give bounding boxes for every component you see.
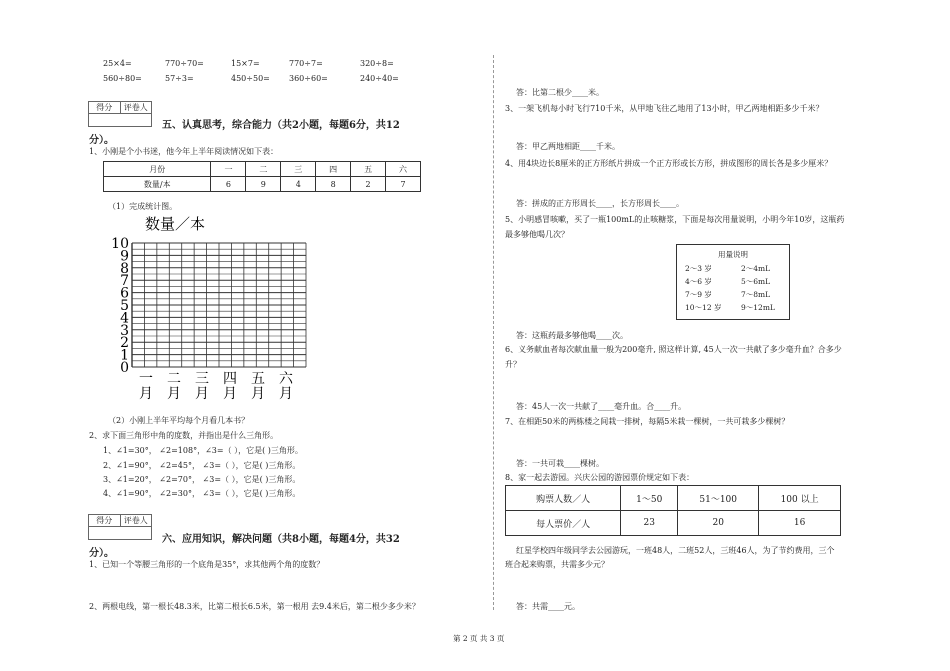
x-tick-unit: 月 <box>223 386 237 402</box>
grader-label: 评卷人 <box>121 515 152 527</box>
calc-2-1: 560÷80= <box>103 74 142 83</box>
calc-2-3: 450÷50= <box>231 74 270 83</box>
r-q5-line2: 最多够他喝几次？ <box>505 230 569 239</box>
r-a2: 答：比第二根少____米。 <box>516 88 604 97</box>
ticket-header-cell: 100 以上 <box>759 486 841 511</box>
chart-y-ticks <box>111 236 129 376</box>
section6-title: 六、应用知识，解决问题（共8小题，每题4分，共32 <box>162 534 400 545</box>
ticket-table <box>505 485 841 536</box>
section5-title-cont: 分）。 <box>89 135 114 146</box>
y-tick-label: 2 <box>120 335 129 352</box>
y-tick-label: 5 <box>120 298 129 314</box>
ticket-cell: 20 <box>678 511 759 536</box>
table-cell: 2 <box>351 177 386 192</box>
table-header-cell: 月份 <box>104 162 211 177</box>
table-cell: 7 <box>386 177 421 192</box>
score-box-6 <box>88 514 152 540</box>
r-q8: 8、家一起去游园。兴庆公园的游园票价规定如下表： <box>505 473 695 482</box>
calc-1-5: 320÷8= <box>360 59 394 68</box>
s5-q2-item: 1、∠1=30°， ∠2=108°，∠3=（ ），它是( )三角形。 <box>103 446 303 455</box>
r-q8-text1: 红星学校四年级同学去公园游玩，一班48人，二班52人，三班46人，为了节约费用，三个 <box>516 546 835 555</box>
r-a6: 答：45人一次一共献了____毫升血。合____升。 <box>516 402 687 411</box>
score-box-5 <box>88 101 152 127</box>
s5-q1-1: （1）完成统计图。 <box>108 202 178 211</box>
y-tick-label: 9 <box>120 248 129 265</box>
s5-q2: 2、求下面三角形中角的度数，并指出是什么三角形。 <box>89 431 279 440</box>
r-q7: 7、在相距50米的两栋楼之间栽一排树，每隔5米栽一棵树，一共可栽多少棵树？ <box>505 417 790 426</box>
r-q5-line1: 5、小明感冒咳嗽，买了一瓶100mL的止咳糖浆，下面是每次用量说明，小明今年10岁，这瓶药 <box>505 215 845 224</box>
r-a8: 答：共需____元。 <box>516 602 580 611</box>
calc-1-4: 770÷7= <box>289 59 323 68</box>
ticket-cell: 16 <box>759 511 841 536</box>
dose-age: 7～9 岁 <box>685 290 712 299</box>
r-a7: 答：一共可栽____棵树。 <box>516 459 604 468</box>
statistics-chart <box>100 212 320 402</box>
x-tick-unit: 月 <box>139 386 153 402</box>
x-tick-unit: 月 <box>251 386 265 402</box>
chart-x-ticks <box>139 371 294 402</box>
r-a5: 答：这瓶药最多够他喝____次。 <box>516 331 628 340</box>
y-tick-label: 6 <box>120 285 129 302</box>
x-tick-unit: 月 <box>279 386 293 402</box>
dose-amount: 9～12mL <box>741 303 775 312</box>
dose-amount: 7～8mL <box>741 290 771 299</box>
calc-1-3: 15×7= <box>231 59 260 68</box>
score-label: 得分 <box>89 515 121 527</box>
y-tick-label: 1 <box>120 347 129 364</box>
grader-label: 评卷人 <box>121 102 152 114</box>
y-tick-label: 4 <box>120 310 129 327</box>
calc-2-5: 240÷40= <box>360 74 399 83</box>
table-cell: 数量/本 <box>104 177 211 192</box>
calc-1-2: 770÷70= <box>165 59 204 68</box>
r-q8-text2: 班合起来购票，共需多少元？ <box>505 560 609 569</box>
y-tick-label: 8 <box>120 260 129 277</box>
x-tick-label: 二 <box>167 371 181 387</box>
dose-age: 2～3 岁 <box>685 264 712 273</box>
r-q4: 4、用4块边长8厘米的正方形纸片拼成一个正方形或长方形，拼成图形的周长各是多少厘米？ <box>505 159 833 168</box>
s5-q1-2: （2）小刚上半年平均每个月看几本书？ <box>108 416 250 425</box>
chart-grid <box>132 243 306 367</box>
y-tick-label: 0 <box>120 360 129 376</box>
r-q3: 3、一架飞机每小时飞行710千米，从甲地飞往乙地用了13小时，甲乙两地相距多少千米？ <box>505 104 824 113</box>
s6-q2: 2、两根电线，第一根长48.3米，比第二根长6.5米，第一根用 去9.4米后，第二根少多少米？ <box>89 602 420 611</box>
table-header-cell: 二 <box>246 162 281 177</box>
table-header-cell: 六 <box>386 162 421 177</box>
calc-2-2: 57÷3= <box>165 74 194 83</box>
table-cell: 8 <box>316 177 351 192</box>
table-cell: 9 <box>246 177 281 192</box>
table-header-cell: 四 <box>316 162 351 177</box>
dose-amount: 5～6mL <box>741 277 771 286</box>
s5-q1: 1、小刚是个小书迷，他今年上半年阅读情况如下表： <box>89 147 279 156</box>
column-divider <box>493 55 494 610</box>
dose-age: 4～6 岁 <box>685 277 712 286</box>
ticket-header-cell: 1～50 <box>621 486 678 511</box>
x-tick-label: 三 <box>195 371 209 387</box>
ticket-cell: 23 <box>621 511 678 536</box>
page-footer: 第 2 页 共 3 页 <box>453 634 505 643</box>
s5-q2-item: 3、∠1=20°， ∠2=70°， ∠3=（ ），它是( )三角形。 <box>103 475 301 484</box>
dose-age: 10～12 岁 <box>685 303 722 312</box>
table-header-cell: 三 <box>281 162 316 177</box>
x-tick-label: 六 <box>279 371 293 387</box>
x-tick-label: 四 <box>223 371 237 387</box>
ticket-cell: 每人票价／人 <box>506 511 621 536</box>
calc-2-4: 360÷60= <box>289 74 328 83</box>
dosage-title: 用量说明 <box>718 250 748 259</box>
score-label: 得分 <box>89 102 121 114</box>
y-tick-label: 7 <box>120 273 129 290</box>
s5-q2-item: 2、∠1=90°， ∠2=45°， ∠3=（ ），它是( )三角形。 <box>103 461 301 470</box>
x-tick-label: 一 <box>139 371 153 387</box>
r-a4: 答：拼成的正方形周长____，长方形周长____。 <box>516 199 684 208</box>
s5-q2-item: 4、∠1=90°， ∠2=30°， ∠3=（ ），它是( )三角形。 <box>103 489 301 498</box>
x-tick-label: 五 <box>251 371 265 387</box>
calc-1-1: 25×4= <box>103 59 132 68</box>
chart-title: 数量／本 <box>145 215 206 233</box>
dose-amount: 2～4mL <box>741 264 771 273</box>
reading-table <box>103 161 421 192</box>
dosage-box <box>676 244 790 320</box>
table-cell: 6 <box>211 177 246 192</box>
s6-q1: 1、已知一个等腰三角形的一个底角是35°，求其他两个角的度数？ <box>89 560 325 569</box>
table-cell: 4 <box>281 177 316 192</box>
y-tick-label: 10 <box>111 236 129 252</box>
r-q6-line2: 升？ <box>505 360 521 369</box>
ticket-header-cell: 购票人数／人 <box>506 486 621 511</box>
table-header-cell: 一 <box>211 162 246 177</box>
x-tick-unit: 月 <box>167 386 181 402</box>
table-header-cell: 五 <box>351 162 386 177</box>
r-q6-line1: 6、义务献血者每次献血量一般为200毫升, 照这样计算, 45人一次一共献了多少毫升血？合多少 <box>505 345 842 354</box>
y-tick-label: 3 <box>120 322 129 339</box>
section5-title: 五、认真思考，综合能力（共2小题，每题6分，共12 <box>162 120 400 131</box>
r-a3: 答：甲乙两地相距____千米。 <box>516 142 620 151</box>
ticket-header-cell: 51～100 <box>678 486 759 511</box>
section6-title-cont: 分）。 <box>89 548 114 559</box>
x-tick-unit: 月 <box>195 386 209 402</box>
